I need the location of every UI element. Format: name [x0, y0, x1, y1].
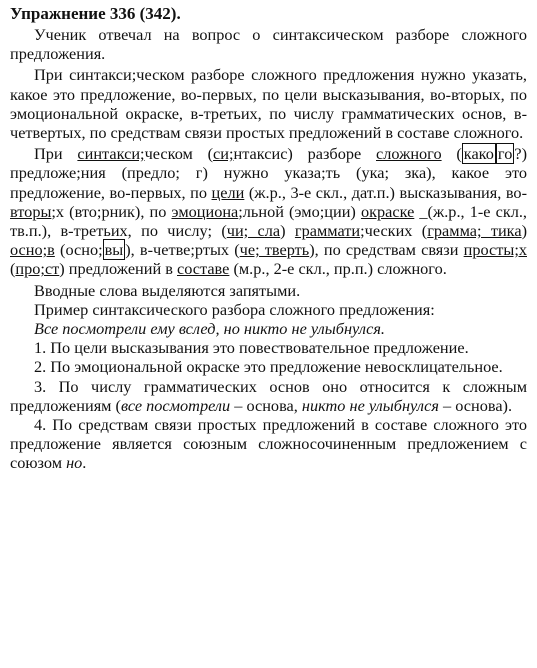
exercise-title: Упражнение 336 (342). [10, 4, 181, 23]
annotated-word: эмоциона [171, 201, 239, 221]
annotated-word: составе [177, 259, 230, 279]
annotated-word: окраске [360, 201, 415, 221]
annotated-part: ;льной (эмо;ции) [238, 201, 361, 221]
annotated-part: ( [10, 259, 16, 279]
item-3 [10, 377, 527, 415]
annotated-part: нтаксис) разборе [233, 144, 376, 164]
annotated-part: (м.р., 2-е скл., пр.п.) сложного. [229, 259, 447, 279]
annotated-ending-box: вы [104, 240, 124, 260]
item-3-basis-2: никто не улыбнулся [301, 395, 439, 415]
item-4-text: 4. По средствам связи простых предложений в составе сложного это предложение является союзным сложносочиненным предложением с союзом [10, 415, 527, 473]
annotated-part: ( [441, 144, 462, 164]
annotated-part: (ж.р., 3-е скл., дат.п.) высказывания, во- [244, 182, 527, 202]
annotated-word: про;ст [15, 259, 60, 279]
annotated-ending-box: како [463, 144, 494, 164]
item-4-union: но [66, 453, 83, 473]
annotated-part: ) предложений в [59, 259, 178, 279]
intro-note: Вводные слова выделяются запятыми. [34, 280, 301, 300]
annotated-word: че; тверть [239, 240, 310, 260]
annotated-word: си; [213, 144, 234, 164]
answer-paragraph: При синтакси;ческом разборе сложного предложения нужно указать, какое это предложение, во-первых, по цели высказывания, во-вторых, по эмоциональной окраске, в-третьих, по числу грамматических основ, в-четвертых, по средствам связи простых предложений в составе сложного. [10, 65, 527, 143]
annotated-part: ), в-четве;ртых ( [125, 240, 240, 260]
item-1: 1. По цели высказывания это повествовательное предложение. [34, 338, 469, 358]
annotated-paragraph [10, 144, 527, 278]
annotated-word: просты;х [463, 240, 527, 260]
item-3-text: – основа). [438, 395, 513, 415]
annotated-part: ческом ( [144, 144, 214, 164]
item-2: 2. По эмоциональной окраске это предложение невосклицательное. [34, 357, 503, 377]
annotated-word: грамма; тика [427, 221, 522, 241]
annotated-part: ), по средствам связи [309, 240, 464, 260]
task-text: Ученик отвечал на вопрос о синтаксическом разборе сложного предложения. [10, 25, 527, 64]
annotated-part: ;х (вто;рник), по [51, 201, 172, 221]
item-3-text: 3. По числу грамматических основ оно относится к сложным предложениям ( [10, 376, 527, 415]
annotated-word: синтакси; [77, 144, 145, 164]
annotated-ending-box: го [497, 144, 513, 164]
annotated-word: осно;в [10, 240, 55, 260]
annotated-part: ;ческих ( [360, 221, 428, 241]
annotated-word: сложного [375, 144, 442, 164]
annotated-part: _(ж.р., 1-е скл., тв.п.), в-третьих, по числу; ( [10, 201, 527, 241]
example-heading: Пример синтаксического разбора сложного предложения: [34, 299, 435, 319]
example-sentence: Все посмотрели ему вслед, но никто не улыбнулся. [34, 319, 385, 339]
annotated-part: (осно; [54, 240, 103, 260]
annotated-word: чи; сла [226, 221, 281, 241]
annotated-word: граммати [294, 221, 361, 241]
annotated-part: ) [280, 221, 295, 241]
item-4-text: . [82, 453, 87, 473]
annotated-part: ) [521, 221, 527, 241]
item-4 [10, 415, 527, 473]
annotated-part: При [34, 144, 78, 164]
annotated-part: ?) предложе;ния (предло; г) нужно указа;ть (ука; зка), какое это предложение, во-первых, по [10, 144, 527, 202]
annotated-word: цели [211, 182, 245, 202]
annotated-word: вторы [10, 201, 52, 221]
item-3-basis-1: все посмотрели [120, 395, 231, 415]
item-3-text: – основа, [230, 395, 302, 415]
